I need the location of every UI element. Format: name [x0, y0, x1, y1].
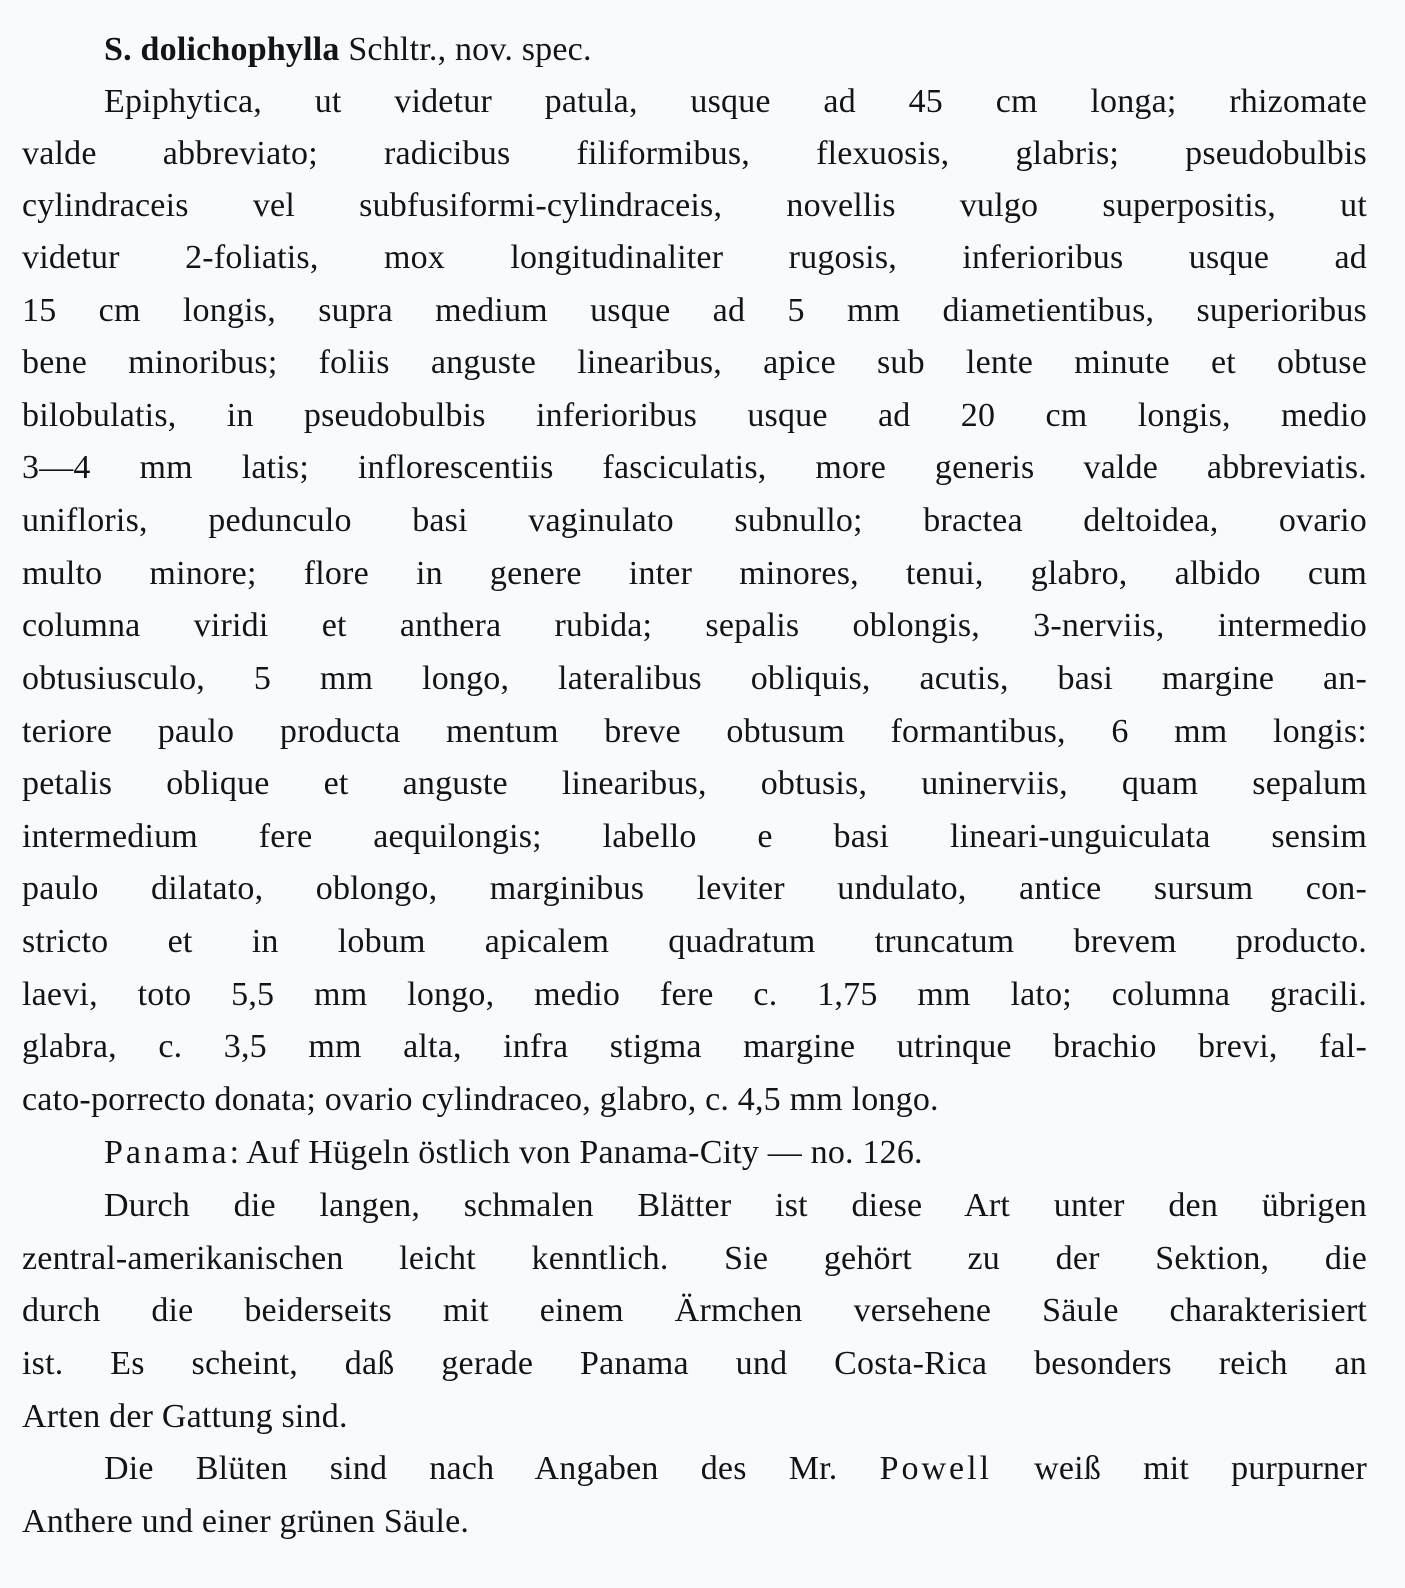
remarks-line: Arten der Gattung sind.	[22, 1398, 348, 1435]
remarks-line: zentral-amerikanischen leicht kenntlich. Sie gehört zu der Sektion, die	[22, 1240, 1367, 1277]
locality-place: Panama	[104, 1134, 230, 1171]
flower-note-line	[104, 1443, 1367, 1495]
description-line: bilobulatis, in pseudobulbis inferioribus usque ad 20 cm longis, medio	[22, 397, 1367, 434]
remarks-line: durch die beiderseits mit einem Ärmchen versehene Säule charakterisiert	[22, 1292, 1367, 1329]
species-authority: Schltr., nov. spec.	[339, 31, 592, 68]
description-line: obtusiusculo, 5 mm longo, lateralibus obliquis, acutis, basi margine an-	[22, 660, 1367, 697]
description-line: bene minoribus; foliis anguste linearibus, apice sub lente minute et obtuse	[22, 344, 1367, 381]
description-line: intermedium fere aequilongis; labello e basi lineari-unguiculata sensim	[22, 818, 1367, 855]
description-line: unifloris, pedunculo basi vaginulato subnullo; bractea deltoidea, ovario	[22, 502, 1367, 539]
description-line: glabra, c. 3,5 mm alta, infra stigma margine utrinque brachio brevi, fal-	[22, 1028, 1367, 1065]
flower-note-text: Die Blüten sind nach Angaben des Mr.	[104, 1450, 880, 1487]
description-line: 3—4 mm latis; inflorescentiis fasciculatis, more generis valde abbreviatis.	[22, 449, 1367, 486]
description-line: multo minore; flore in genere inter minores, tenui, glabro, albido cum	[22, 555, 1367, 592]
species-name: S. dolichophylla	[104, 31, 340, 68]
flower-note-line: Anthere und einer grünen Säule.	[22, 1503, 470, 1540]
species-heading	[104, 24, 1367, 76]
description-line: stricto et in lobum apicalem quadratum truncatum brevem producto.	[22, 923, 1367, 960]
description-line: videtur 2-foliatis, mox longitudinaliter rugosis, inferioribus usque ad	[22, 239, 1367, 276]
locality-detail: : Auf Hügeln östlich von Panama-City — no. 126.	[229, 1134, 923, 1171]
description-line: Epiphytica, ut videtur patula, usque ad 45 cm longa; rhizomate	[104, 83, 1367, 120]
description-line: cylindraceis vel subfusiformi-cylindraceis, novellis vulgo superpositis, ut	[22, 187, 1367, 224]
flower-note-text-end: weiß mit purpurner	[992, 1450, 1367, 1487]
remarks-line: Durch die langen, schmalen Blätter ist diese Art unter den übrigen	[104, 1187, 1367, 1224]
collector-name: Powell	[879, 1450, 993, 1487]
remarks-line: ist. Es scheint, daß gerade Panama und Costa-Rica besonders reich an	[22, 1345, 1367, 1382]
description-line: laevi, toto 5,5 mm longo, medio fere c. 1,75 mm lato; columna gracili.	[22, 976, 1367, 1013]
description-line: petalis oblique et anguste linearibus, obtusis, uninerviis, quam sepalum	[22, 765, 1367, 802]
description-line: 15 cm longis, supra medium usque ad 5 mm diametientibus, superioribus	[22, 292, 1367, 329]
description-line: teriore paulo producta mentum breve obtusum formantibus, 6 mm longis:	[22, 713, 1367, 750]
locality-line	[104, 1127, 1367, 1179]
description-line: cato-porrecto donata; ovario cylindraceo, glabro, c. 4,5 mm longo.	[22, 1081, 939, 1118]
description-line: columna viridi et anthera rubida; sepalis oblongis, 3-nerviis, intermedio	[22, 607, 1367, 644]
description-line: valde abbreviato; radicibus filiformibus, flexuosis, glabris; pseudobulbis	[22, 135, 1367, 172]
description-line: paulo dilatato, oblongo, marginibus leviter undulato, antice sursum con-	[22, 870, 1367, 907]
